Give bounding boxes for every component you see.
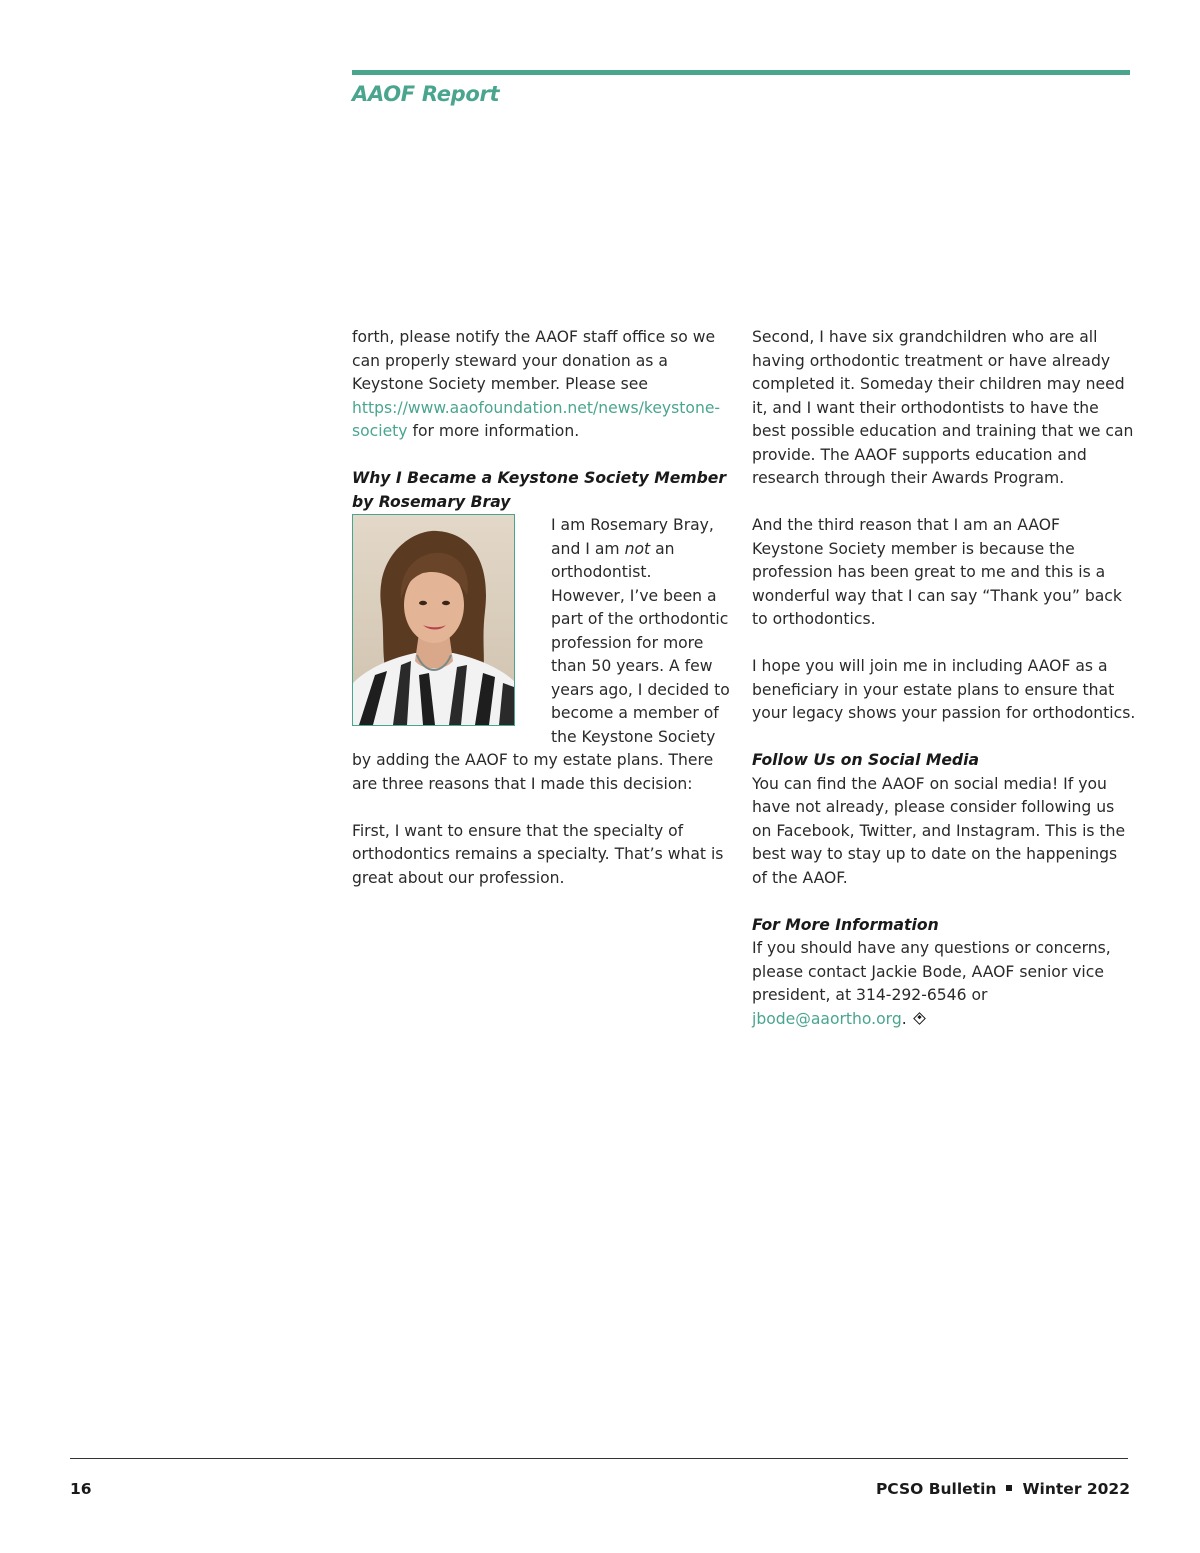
header-rule <box>352 70 1130 75</box>
section-title: AAOF Report <box>352 82 500 106</box>
right-column <box>752 326 1136 1055</box>
footer-rule <box>70 1458 1128 1459</box>
third-reason-paragraph: And the third reason that I am an AAOF Keystone Society member is because the profession has been great to me and this is a wonderful way that I can say “Thank you” back to orthodontics. <box>752 516 1122 628</box>
notice-text-end: for more information. <box>407 422 580 440</box>
square-bullet-icon <box>1006 1485 1012 1491</box>
intro-text-start: I am Rosemary Bray, and I am <box>551 516 714 558</box>
publication-footer <box>876 1480 1130 1498</box>
info-text-end: . <box>901 1009 907 1028</box>
more-info-heading: For More Information <box>752 915 939 934</box>
more-info-paragraph <box>752 937 1136 1031</box>
publication-name: PCSO Bulletin <box>875 1480 997 1498</box>
notice-text-start: forth, please notify the AAOF staff office so we can properly steward your donation as a Keystone Society member. Please see <box>352 328 716 393</box>
contact-email-link[interactable]: jbode@aaortho.org <box>752 1009 902 1028</box>
intro-emphasis: not <box>624 539 651 558</box>
intro-text-end: an orthodontist. However, I’ve been a part of the orthodontic profession for more than 50 years. A few years ago, I decided to become a member of the Keystone Society by adding the AAOF to my estate plans. There are three reasons that I made this decision: <box>352 539 730 793</box>
keystone-member-heading: Why I Became a Keystone Society Member by Rosemary Bray <box>352 469 727 511</box>
social-media-paragraph: You can find the AAOF on social media! If you have not already, please consider following us on Facebook, Twitter, and Instagram. This is the best way to stay up to date on the happenings of the AAOF. <box>752 774 1126 887</box>
rosemary-bray-photo <box>352 514 515 726</box>
issue-label: Winter 2022 <box>1022 1480 1130 1498</box>
second-reason-paragraph: Second, I have six grandchildren who are all having orthodontic treatment or have already completed it. Someday their children may need it, and I want their orthodontists to have the best possible education and training that we can provide. The AAOF supports education and research through their Awards Program. <box>752 328 1134 487</box>
first-reason-paragraph: First, I want to ensure that the specialty of orthodontics remains a specialty. That’s what is great about our profession. <box>352 821 724 887</box>
closing-appeal-paragraph: I hope you will join me in including AAOF as a beneficiary in your estate plans to ensure that your legacy shows your passion for orthodontics. <box>752 657 1136 722</box>
keystone-society-link[interactable]: https://www.aaofoundation.net/news/keystone-society <box>352 398 721 440</box>
info-text-start: If you should have any questions or concerns, please contact Jackie Bode, AAOF senior vice president, at 314-292-6546 or <box>752 939 1111 1004</box>
left-column <box>352 326 730 914</box>
page-number: 16 <box>70 1480 92 1498</box>
social-media-heading: Follow Us on Social Media <box>752 751 979 769</box>
keystone-notice-paragraph <box>352 326 730 444</box>
end-of-article-icon <box>913 1012 926 1025</box>
